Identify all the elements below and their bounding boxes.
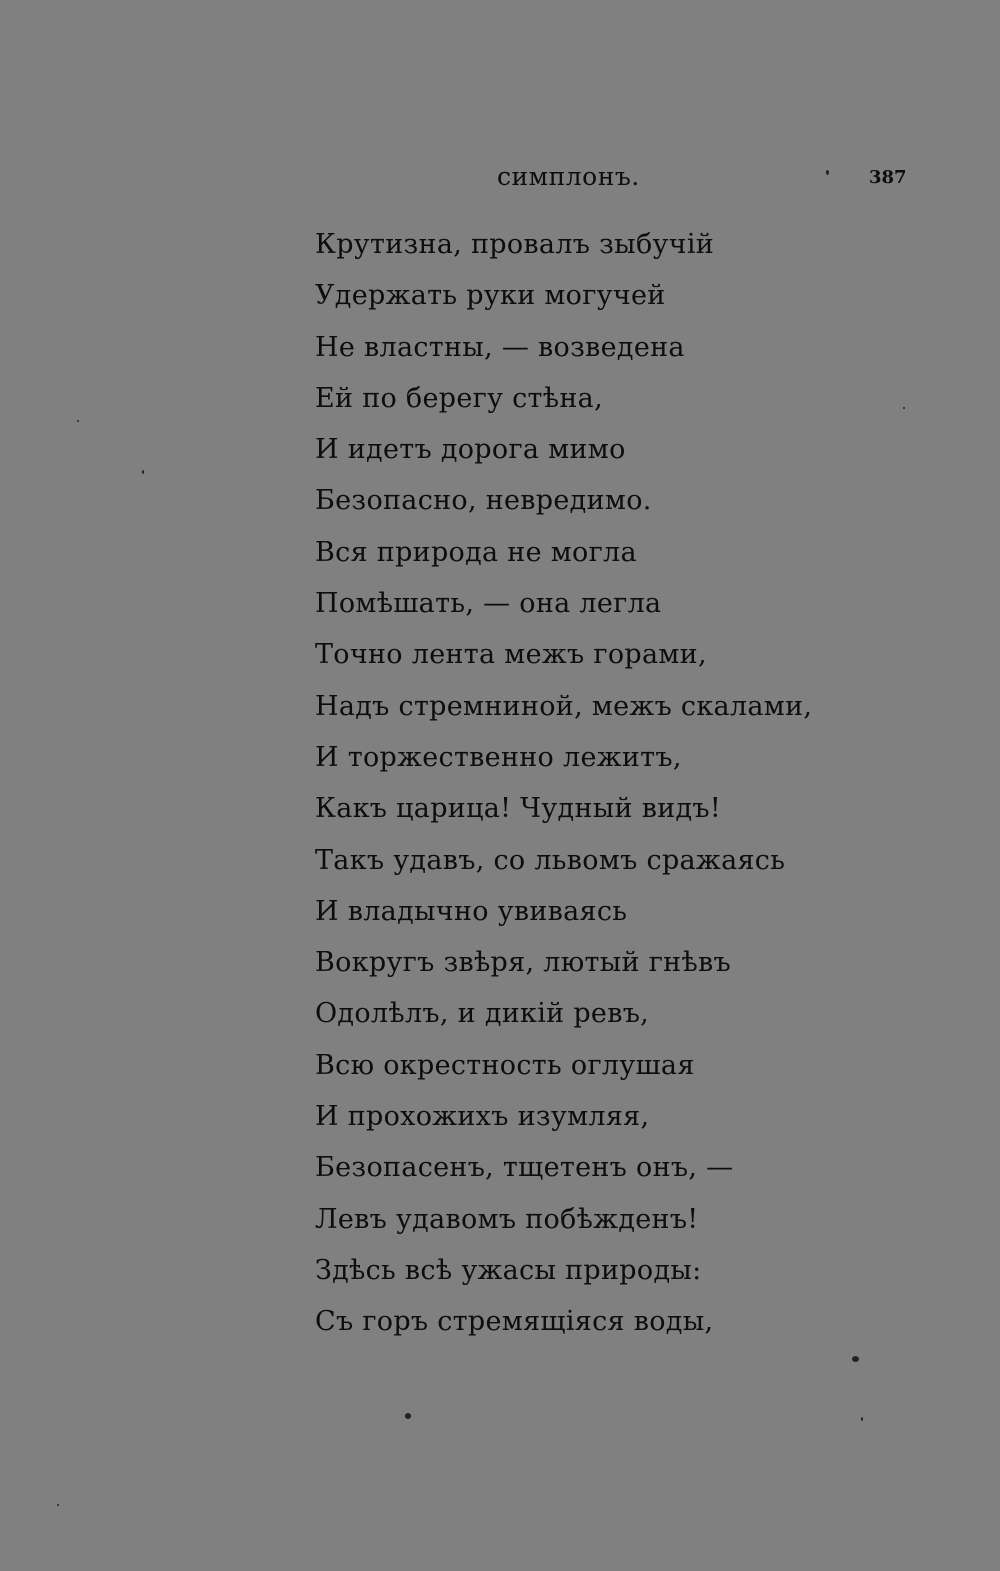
scan-speck: [852, 1356, 859, 1362]
poem-line: Не властны, — возведена: [315, 331, 685, 363]
poem-line: Точно лента межъ горами,: [315, 639, 707, 671]
poem-line: И торжественно лежитъ,: [315, 741, 682, 773]
page-number: 387: [869, 167, 907, 188]
scan-speck: [405, 1413, 411, 1419]
poem-line: Ей по берегу стѣна,: [315, 382, 603, 414]
poem-line: Безопасенъ, тщетенъ онъ, —: [315, 1152, 734, 1184]
poem-line: Какъ царица! Чудный видъ!: [315, 793, 722, 825]
poem-line: Левъ удавомъ побѣжденъ!: [315, 1203, 699, 1235]
poem-line: Вокругъ звѣря, лютый гнѣвъ: [315, 947, 732, 979]
poem-line: Такъ удавъ, со львомъ сражаясь: [315, 844, 786, 876]
scan-speck: [826, 170, 829, 175]
poem-line: Помѣшать, — она легла: [315, 588, 662, 620]
poem-line: Съ горъ стремящіяся воды,: [315, 1306, 714, 1338]
poem-line: И владычно увиваясь: [315, 895, 628, 927]
poem-line: И прохожихъ изумляя,: [315, 1101, 650, 1133]
poem-line: Здѣсь всѣ ужасы природы:: [315, 1254, 702, 1286]
scan-speck: [77, 420, 79, 422]
running-title: симплонъ.: [497, 162, 640, 191]
poem-text: [315, 222, 915, 1351]
scan-speck: [142, 470, 144, 474]
scan-speck: [57, 1504, 59, 1506]
poem-line: Надъ стремниной, межъ скалами,: [315, 690, 813, 722]
poem-line: Безопасно, невредимо.: [315, 485, 652, 517]
poem-line: Одолѣлъ, и дикій ревъ,: [315, 998, 650, 1030]
poem-line: Удержать руки могучей: [315, 280, 666, 312]
poem-line: Всю окрестность оглушая: [315, 1049, 695, 1081]
scan-speck: [861, 1417, 863, 1421]
poem-line: Крутизна, провалъ зыбучій: [315, 229, 715, 260]
scan-speck: [903, 407, 905, 409]
poem-line: Вся природа не могла: [315, 536, 637, 568]
poem-line: И идетъ дорога мимо: [315, 434, 626, 466]
